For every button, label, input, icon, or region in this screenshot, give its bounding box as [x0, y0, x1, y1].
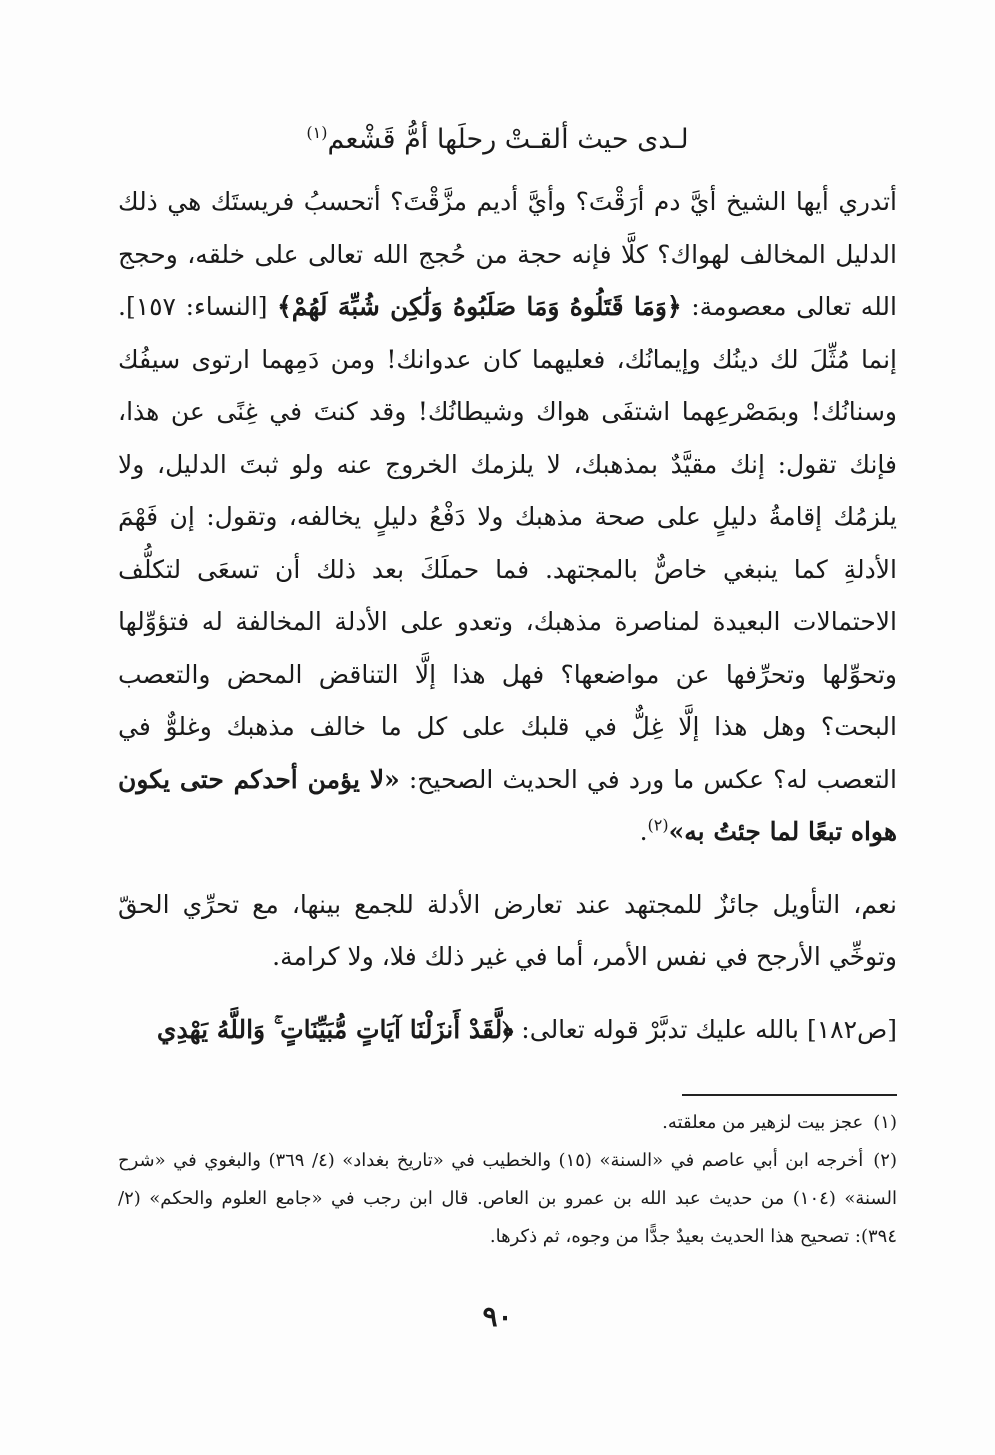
paragraph-1-text-continued: [النساء: ١٥٧]. إنما مُثِّلَ لك دينُك وإيمانُك، فعليهما كان عدوانك! ومن دَمِهما ارتوى سيفُك وسنانُك! وبمَصْرعِهما اشتفَى هواك وشيطانُك! وقد كنتَ في غِنًى عن هذا، فإنك تقول: إنك مقيَّدٌ بمذهبك، لا يلزمك الخروج عنه ولو ثبتَ الدليل، ولا يلزمُك إقامةُ دليلٍ على صحة مذهبك ولا دَفْعُ دليلٍ يخالفه، وتقول: إن فَهْمَ الأدلةِ كما ينبغي خاصٌّ بالمجتهد. فما حملَكَ بعد ذلك أن تسعَى لتكلُّف الاحتمالات البعيدة لمناصرة مذهبك، وتعدو على الأدلة المخالفة له فتؤوِّلها وتحوِّلها وتحرِّفها عن مواضعها؟ فهل هذا إلَّا التناقض المحض والتعصب البحت؟ وهل هذا إلَّا غِلٌّ في قلبك على كل ما خالف مذهبك وغلوٌّ في التعصب له؟ عكس ما ورد في الحديث الصحيح:	[118, 292, 897, 794]
page-number: ٩٠	[482, 1300, 513, 1333]
paragraph-1-end: .	[639, 817, 648, 846]
footnote-1-text: عجز بيت لزهير من معلقته.	[662, 1112, 864, 1133]
footnote-2-text: أخرجه ابن أبي عاصم في «السنة» (١٥) والخطيب في «تاريخ بغداد» (٤/ ٣٦٩) والبغوي في «شرح السنة» (١٠٤) من حديث عبد الله بن عمرو بن العاص. قال ابن رجب في «جامع العلوم والحكم» (٢/ ٣٩٤): تصحيح هذا الحديث بعيدٌ جدًّا من وجوه، ثم ذكرها.	[118, 1150, 897, 1247]
paragraph-3-text: [ص١٨٢] بالله عليك تدبَّرْ قوله تعالى:	[513, 1014, 897, 1044]
footnote-ref-2: (٢)	[647, 815, 669, 835]
paragraph-1	[118, 176, 897, 859]
quran-quote-1: ﴿وَمَا قَتَلُوهُ وَمَا صَلَبُوهُ وَلَٰكِن شُبِّهَ لَهُمْ﴾	[277, 292, 682, 321]
footnote-2-number: (٢)	[873, 1150, 897, 1171]
verse-text: لـدى حيث ألقـتْ رحلَها أمُّ قَشْعم	[327, 124, 689, 155]
paragraph-3	[118, 1004, 897, 1057]
footnote-ref-1: (١)	[306, 123, 328, 142]
footnote-separator	[682, 1094, 897, 1096]
main-text	[118, 176, 897, 1056]
paragraph-1-text: أتدري أيها الشيخ أيَّ دم أرَقْتَ؟ وأيَّ أديم مزَّقْتَ؟ أتحسبُ فريستَك هي ذلك الدليل المخالف لهواك؟ كلَّا فإنه حجة من حُجج الله تعالى على خلقه، وحجج الله تعالى معصومة:	[118, 187, 897, 321]
quran-quote-2: ﴿لَّقَدْ أَنزَلْنَا آيَاتٍ مُّبَيِّنَاتٍ ۚ وَاللَّهُ يَهْدِي	[156, 1014, 514, 1044]
footnote-1	[118, 1104, 897, 1142]
footnote-1-number: (١)	[873, 1112, 897, 1133]
paragraph-2: نعم، التأويل جائزٌ للمجتهد عند تعارض الأدلة للجمع بينها، مع تحرِّي الحقّ وتوخِّي الأرجح في نفس الأمر، أما في غير ذلك فلا، ولا كرامة.	[118, 889, 897, 971]
poetry-verse	[120, 118, 875, 162]
hadith-quote: «لا يؤمن أحدكم حتى يكون هواه تبعًا لما جئتُ به»	[118, 764, 897, 846]
footnote-2	[118, 1142, 897, 1256]
footnotes	[118, 1104, 897, 1256]
